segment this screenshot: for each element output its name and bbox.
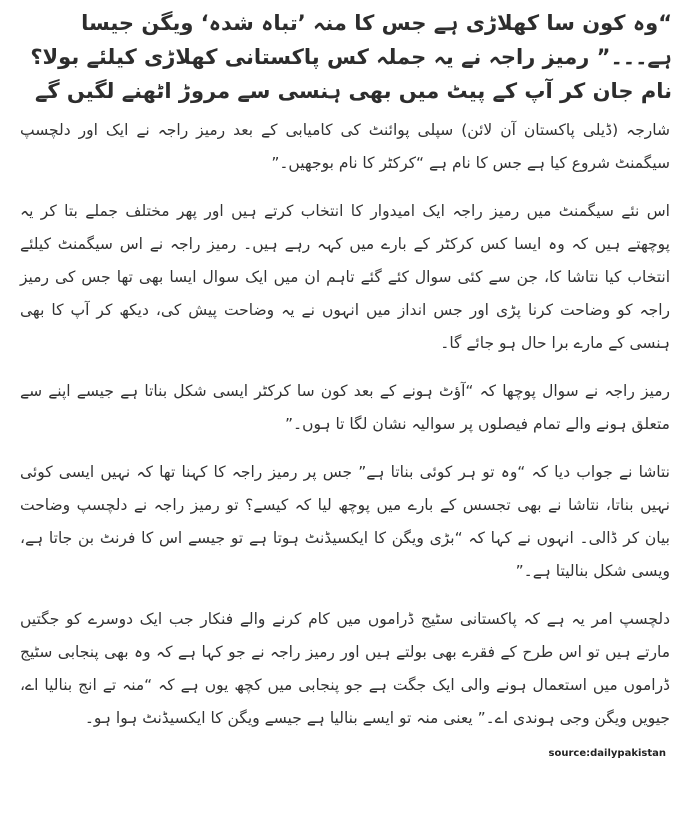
article-paragraph-3: رمیز راجہ نے سوال پوچھا کہ “آﺅٹ ہونے کے بعد کون سا کرکٹر ایسی شکل بناتا ہے جیسے اپنے سے متعلق ہونے والے تمام فیصلوں پر سوالیہ نشان لگا تا ہوں۔” — [20, 382, 670, 433]
article-paragraph-2: اس نئے سیگمنٹ میں رمیز راجہ ایک امیدوار کا انتخاب کرتے ہیں اور پھر مختلف جملے بتا کر یہ پوچھتے ہیں کہ وہ ایسا کس کرکٹر کے بارے میں کہہ رہے ہیں۔ رمیز راجہ نے اس سیگمنٹ کیلئے انتخاب کیا نتاشا کا، جن سے کئی سوال کئے گئے تاہم ان میں ایک سوال ایسا بھی تھا جس کی رمیز راجہ کو وضاحت کرنا پڑی اور جس انداز میں انہوں نے یہ وضاحت پیش کی، دیکھ کر آپ کا بھی ہنسی کے مارے برا حال ہو جائے گا۔ — [20, 202, 670, 352]
article-paragraph-1: شارجہ (ڈیلی پاکستان آن لائن) سپلی پوائنٹ کی کامیابی کے بعد رمیز راجہ نے ایک اور دلچسپ سیگمنٹ شروع کیا ہے جس کا نام ہے “کرکٹر کا نام بوجھیں۔” — [20, 121, 670, 172]
article-paragraph-4: نتاشا نے جواب دیا کہ “وہ تو ہر کوئی بناتا ہے” جس پر رمیز راجہ کا کہنا تھا کہ نہیں ایسی کوئی نہیں بناتا، نتاشا نے بھی تجسس کے بارے میں پوچھ لیا کہ کیسے؟ تو رمیز راجہ نے دلچسپ وضاحت بیان کر ڈالی۔ انہوں نے کہا کہ “بڑی ویگن کا ایکسیڈنٹ ہوتا ہے تو جیسے اس کا فرنٹ بن جاتا ہے، ویسی شکل بنالیتا ہے۔” — [20, 463, 670, 580]
article-paragraph-5: دلچسپ امر یہ ہے کہ پاکستانی سٹیج ڈراموں میں کام کرنے والے فنکار جب ایک دوسرے کو جگتیں مارتے ہیں تو اس طرح کے فقرے بھی بولتے ہیں اور رمیز راجہ نے جو کہا ہے کہ وہ بھی پنجابی سٹیج ڈراموں میں استعمال ہونے والی ایک جگت ہے جو پنجابی میں کچھ یوں ہے کہ “منہ تے انج بنالیا اے، جیویں ویگن وجی ہوندی اے۔” یعنی منہ تو ایسے بنالیا ہے جیسے ویگن کا ایکسیڈنٹ ہوا ہو۔ — [20, 610, 670, 727]
source-credit: source:dailypakistan — [548, 748, 666, 759]
article-headline: “وہ کون سا کھلاڑی ہے جس کا منہ ’تباہ شدہ‘ ویگن جیسا ہے۔۔۔” رمیز راجہ نے یہ جملہ کس پاکستانی کھلاڑی کیلئے بولا؟ نام جان کر آپ کے پیٹ میں بھی ہنسی سے مروڑ اٹھنے لگیں گے — [30, 11, 672, 103]
